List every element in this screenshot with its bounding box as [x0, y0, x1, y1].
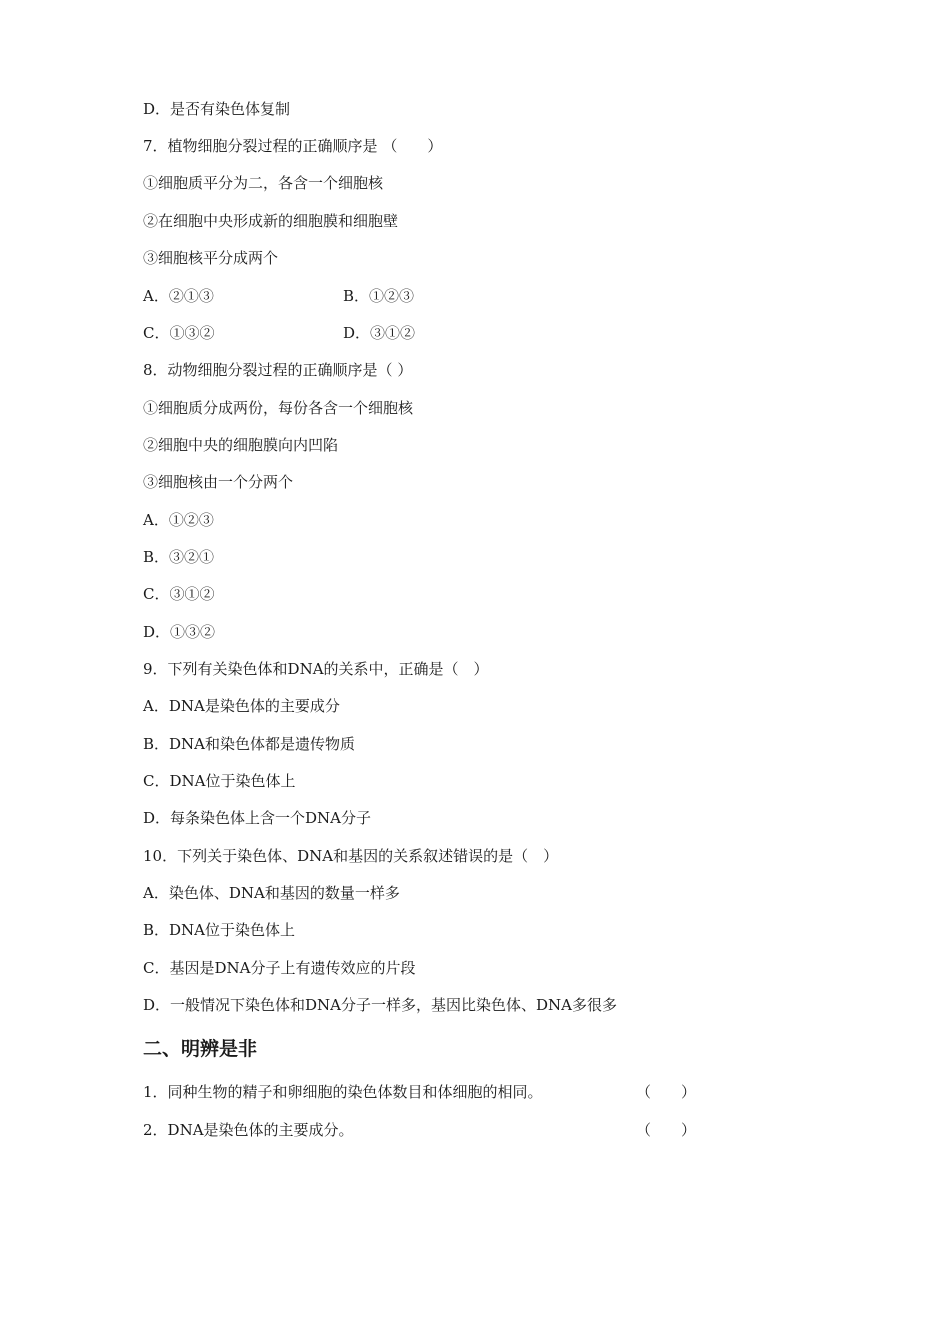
q8-stem: 8．动物细胞分裂过程的正确顺序是（ ）	[143, 361, 413, 379]
q7-stem: 7．植物细胞分裂过程的正确顺序是 （ ）	[143, 137, 443, 155]
q8-option-c: C．③①②	[143, 585, 215, 603]
q7-option-c: C．①③②	[143, 324, 215, 342]
q9-stem: 9．下列有关染色体和DNA的关系中，正确是（ ）	[143, 660, 489, 678]
q7-statement-2: ②在细胞中央形成新的细胞膜和细胞壁	[143, 212, 399, 230]
q8-statement-1: ①细胞质分成两份，每份各含一个细胞核	[143, 399, 414, 417]
q10-stem: 10．下列关于染色体、DNA和基因的关系叙述错误的是（ ）	[143, 847, 559, 865]
q10-option-c: C．基因是DNA分子上有遗传效应的片段	[143, 959, 416, 977]
q9-option-b: B．DNA和染色体都是遗传物质	[143, 735, 356, 753]
q9-option-d: D．每条染色体上含一个DNA分子	[143, 809, 372, 827]
q10-option-d: D．一般情况下染色体和DNA分子一样多，基因比染色体、DNA多很多	[143, 996, 617, 1014]
q9-option-a: A．DNA是染色体的主要成分	[143, 697, 340, 715]
q8-statement-2: ②细胞中央的细胞膜向内凹陷	[143, 436, 339, 454]
q6-option-d: D．是否有染色体复制	[143, 100, 291, 118]
q7-option-d: D．③①②	[343, 324, 416, 342]
q8-option-a: A．①②③	[143, 511, 214, 529]
q9-option-c: C．DNA位于染色体上	[143, 772, 296, 790]
answer-bracket-1: （ ）	[636, 1083, 697, 1101]
q7-statement-3: ③细胞核平分成两个	[143, 249, 279, 267]
q8-statement-3: ③细胞核由一个分两个	[143, 473, 294, 491]
q10-option-b: B．DNA位于染色体上	[143, 921, 296, 939]
true-false-item-2: 2．DNA是染色体的主要成分。	[143, 1121, 354, 1139]
q7-option-a: A．②①③	[143, 287, 214, 305]
q8-option-d: D．①③②	[143, 623, 216, 641]
q8-option-b: B．③②①	[143, 548, 215, 566]
q7-option-b: B．①②③	[343, 287, 415, 305]
q10-option-a: A．染色体、DNA和基因的数量一样多	[143, 884, 400, 902]
answer-bracket-2: （ ）	[636, 1121, 697, 1139]
q7-statement-1: ①细胞质平分为二，各含一个细胞核	[143, 174, 384, 192]
true-false-item-1: 1．同种生物的精子和卵细胞的染色体数目和体细胞的相同。	[143, 1083, 543, 1101]
section-2-title: 二、明辨是非	[143, 1038, 258, 1060]
